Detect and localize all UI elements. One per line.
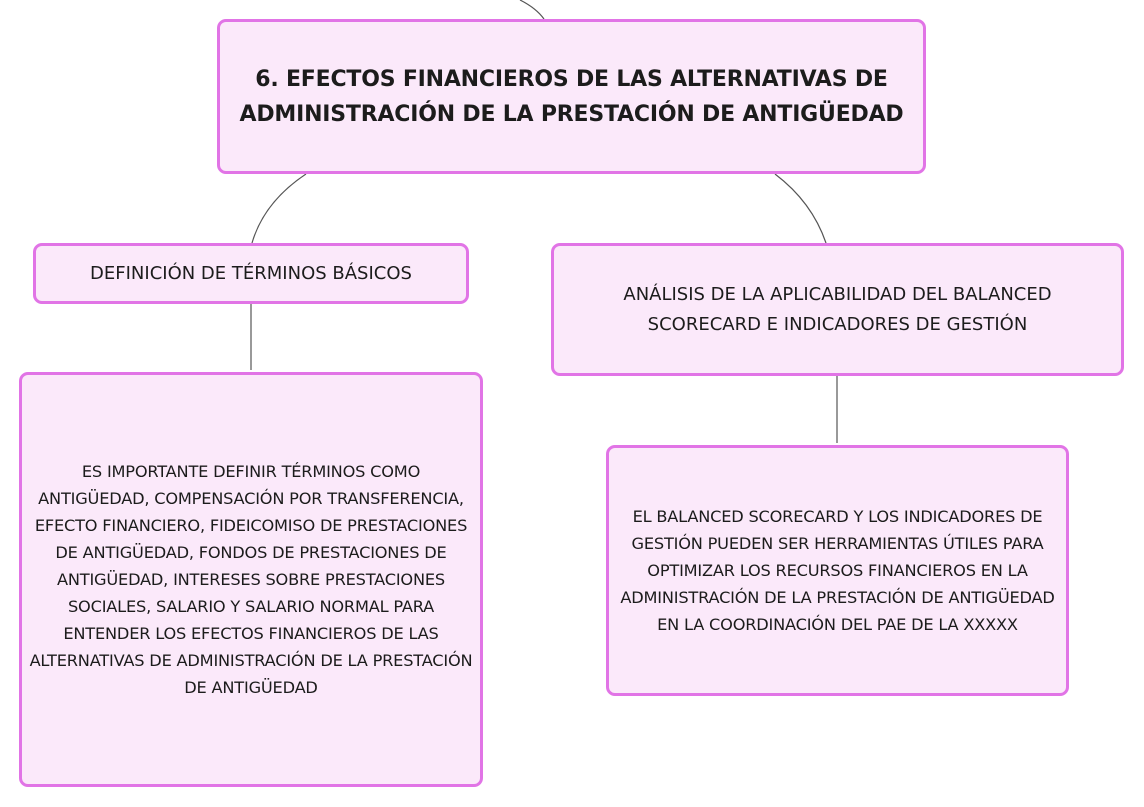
connector-root-to-balanced: [775, 174, 826, 243]
branch-label-definicion-terminos: DEFINICIÓN DE TÉRMINOS BÁSICOS: [90, 262, 412, 284]
connector-parent-to-root: [520, 0, 544, 19]
branch-label-balanced-scorecard: ANÁLISIS DE LA APLICABILIDAD DEL BALANCED SCORECARD E INDICADORES DE GESTIÓN: [623, 283, 1052, 335]
detail-text-definicion-terminos: ES IMPORTANTE DEFINIR TÉRMINOS COMO ANTIGÜEDAD, COMPENSACIÓN POR TRANSFERENCIA, EFECTO FINANCIERO, FIDEICOMISO DE PRESTACIONES DE ANTIGÜEDAD, FONDOS DE PRESTACIONES DE ANTIGÜEDAD, INTERESES SOBRE PRESTACIONES SOCIALES, SALARIO Y SALARIO NORMAL PARA ENTENDER LOS EFECTOS FINANCIEROS DE LAS ALTERNATIVAS DE ADMINISTRACIÓN DE LA PRESTACIÓN DE ANTIGÜEDAD: [29, 462, 473, 697]
branch-node-balanced-scorecard[interactable]: [551, 243, 1124, 376]
root-topic-title: 6. EFECTOS FINANCIEROS DE LAS ALTERNATIVAS DE ADMINISTRACIÓN DE LA PRESTACIÓN DE ANTIGÜEDAD: [239, 66, 904, 127]
detail-text-balanced-scorecard: EL BALANCED SCORECARD Y LOS INDICADORES DE GESTIÓN PUEDEN SER HERRAMIENTAS ÚTILES PARA OPTIMIZAR LOS RECURSOS FINANCIEROS EN LA ADMINISTRACIÓN DE LA PRESTACIÓN DE ANTIGÜEDAD EN LA COORDINACIÓN DEL PAE DE LA XXXXX: [620, 507, 1055, 634]
connector-root-to-terminos: [252, 174, 306, 243]
detail-node-definicion-terminos[interactable]: [19, 372, 483, 787]
branch-node-definicion-terminos[interactable]: [33, 243, 469, 304]
detail-node-balanced-scorecard[interactable]: [606, 445, 1069, 696]
root-topic-node[interactable]: [217, 19, 926, 174]
